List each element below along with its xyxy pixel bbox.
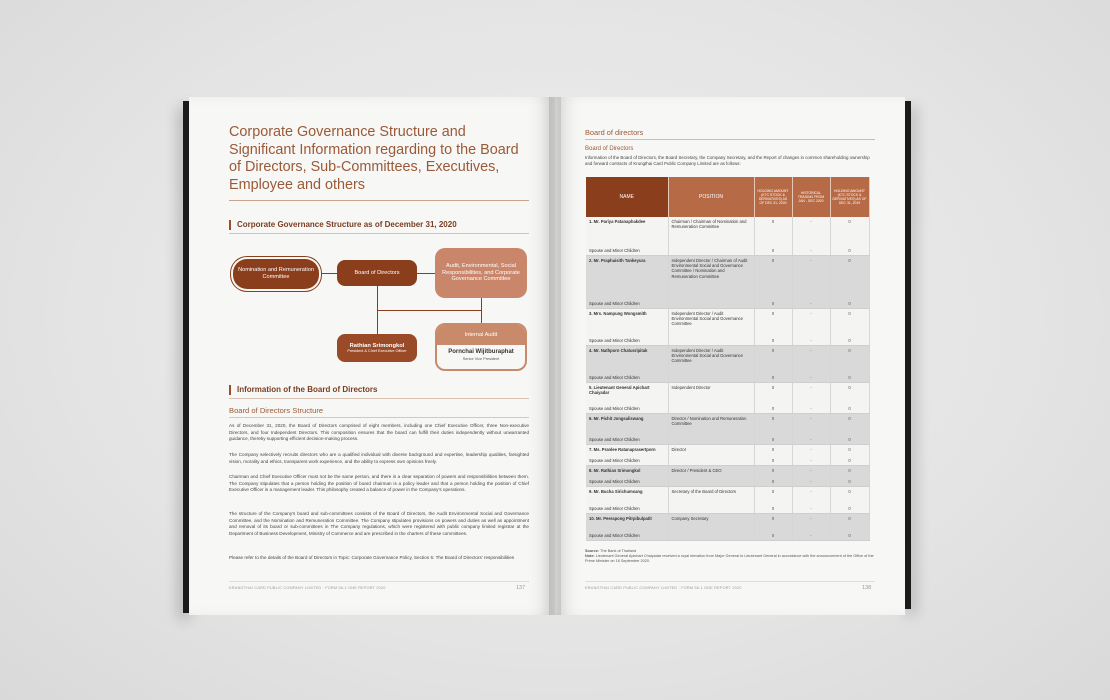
table-row <box>586 487 869 514</box>
cell-name <box>586 309 668 346</box>
cell-value <box>792 466 830 487</box>
value-spouse: 0 <box>848 405 851 411</box>
table-row <box>586 383 869 414</box>
value-spouse: 0 <box>771 505 775 511</box>
footer-text: KRUNGTHAI CARD PUBLIC COMPANY LIMITED · FORM 56-1 ONE REPORT 2020 <box>585 586 742 590</box>
value-director: 0 <box>771 468 775 473</box>
cell-value <box>830 414 869 445</box>
value-spouse: 0 <box>771 337 775 343</box>
page-number: 138 <box>862 585 872 591</box>
cell-value <box>830 217 869 256</box>
source-label: Source: <box>585 549 600 553</box>
spouse-label: Spouse and Minor Children <box>589 405 640 411</box>
value-spouse: 0 <box>771 457 775 463</box>
value-director: 0 <box>771 447 775 452</box>
value-director: 0 <box>848 489 851 494</box>
cell-position: Independent Director <box>668 383 754 414</box>
cell-value <box>792 414 830 445</box>
cell-position: Independent Director / Chairman of Audit Environmental Social and Governance Committee / Nomination and Remuneration Committee <box>668 256 754 309</box>
value-spouse: 0 <box>848 300 851 306</box>
director-name: 3. Mrs. Nampung Wongsmith <box>589 311 647 316</box>
sub-divider <box>229 417 529 418</box>
column-header-holding-2020: HOLDING AMOUNT (KTC STOCK & DERIVATIVES) AS OF DEC 31, 2020 <box>754 177 792 217</box>
director-name: 6. Mr. Pichit Jongsaliswang <box>589 416 644 421</box>
value-spouse: 0 <box>771 374 775 380</box>
cell-value <box>830 309 869 346</box>
org-node-audit-committee: Audit, Environmental, Social Responsibilities, and Corporate Governance Committee <box>435 248 527 298</box>
spouse-label: Spouse and Minor Children <box>589 374 640 380</box>
column-header-holding-2019: HOLDING AMOUNT (KTC STOCK & DERIVATIVES) AS OF DEC 31, 2019 <box>830 177 869 217</box>
value-director: 0 <box>848 416 851 421</box>
open-report-book <box>183 97 911 617</box>
value-director: 0 <box>771 348 775 353</box>
value-director: - <box>810 489 812 494</box>
value-spouse: 0 <box>771 532 775 538</box>
value-director: - <box>810 258 812 263</box>
table-row <box>586 514 869 541</box>
value-spouse: 0 <box>848 532 851 538</box>
cell-position: Director <box>668 445 754 466</box>
value-spouse: 0 <box>771 436 775 442</box>
cell-value <box>792 514 830 541</box>
value-director: - <box>810 516 812 521</box>
internal-audit-name: Pornchai Wijitburaphat <box>448 349 514 355</box>
table-row <box>586 466 869 487</box>
paragraph: As of December 31, 2020, the Board of Directors comprised of eight members, including one Chief Executive Officer, three Non-executive Directors, and four Independent Directors. This composition ensures that the board can fulfill their duties independently without unwarranted guidance, thereby supporting efficient decision-making process. <box>229 423 529 442</box>
spouse-label: Spouse and Minor Children <box>589 478 640 484</box>
value-spouse: - <box>810 247 812 253</box>
cell-value <box>792 346 830 383</box>
value-director: - <box>810 219 812 224</box>
table-row <box>586 256 869 309</box>
value-director: 0 <box>848 348 851 353</box>
section-heading-structure: Corporate Governance Structure as of December 31, 2020 <box>229 220 457 230</box>
cell-position: Director / President & CEO <box>668 466 754 487</box>
sub-heading-board-structure: Board of Directors Structure <box>229 406 324 415</box>
source-text: The Bank of Thailand <box>600 549 637 553</box>
value-spouse: 0 <box>848 457 851 463</box>
cell-value <box>754 256 792 309</box>
right-page <box>555 97 905 615</box>
value-director: 0 <box>848 516 851 521</box>
value-director: 0 <box>771 219 775 224</box>
table-header-row <box>586 177 869 217</box>
value-spouse: 0 <box>848 247 851 253</box>
table-row <box>586 445 869 466</box>
org-node-internal-audit <box>435 323 527 371</box>
director-name: 8. Mr. Rathian Srimongkol <box>589 468 641 473</box>
value-spouse: - <box>810 505 812 511</box>
table-row <box>586 414 869 445</box>
director-name: 2. Mr. Praphaisith Tankeyura <box>589 258 646 263</box>
org-connector <box>377 310 481 311</box>
cell-name <box>586 466 668 487</box>
note-label: Note: <box>585 554 595 559</box>
table-row <box>586 217 869 256</box>
column-header-trading-2020: HISTORICAL TRADING FROM JAN - DEC 2020 <box>792 177 830 217</box>
org-node-board: Board of Directors <box>337 260 417 286</box>
note-text: Lieutenant General Apichart Chaiyadar received a royal elevation from Major General to Lieutenant General in accordance with the announcement of the Office of the Prime Minister on 16 September 2020. <box>585 554 874 564</box>
value-director: - <box>810 311 812 316</box>
spouse-label: Spouse and Minor Children <box>589 247 640 253</box>
value-spouse: - <box>810 405 812 411</box>
value-spouse: 0 <box>771 405 775 411</box>
cell-value <box>830 256 869 309</box>
org-connector <box>417 273 435 274</box>
cell-value <box>754 309 792 346</box>
director-name: 1. Mr. Pariya Patanaphakdee <box>589 219 646 224</box>
cell-value <box>754 445 792 466</box>
cell-value <box>754 217 792 256</box>
spouse-label: Spouse and Minor Children <box>589 300 640 306</box>
cell-value <box>754 383 792 414</box>
table-row <box>586 346 869 383</box>
value-director: - <box>810 416 812 421</box>
cell-name <box>586 487 668 514</box>
value-spouse: - <box>810 337 812 343</box>
org-node-nomination: Nomination and Remuneration Committee <box>233 259 319 289</box>
cell-position: Secretary of the Board of Directors <box>668 487 754 514</box>
cell-position: Chairman / Chairman of Nomination and Remuneration Committee <box>668 217 754 256</box>
value-spouse: 0 <box>848 436 851 442</box>
cell-position: Independent Director / Audit Environmental Social and Governance Committee <box>668 309 754 346</box>
cell-value <box>754 466 792 487</box>
cell-value <box>754 487 792 514</box>
cell-value <box>754 346 792 383</box>
cell-value <box>830 383 869 414</box>
value-spouse: 0 <box>848 337 851 343</box>
internal-audit-label: Internal Audit <box>437 325 525 345</box>
value-director: - <box>810 348 812 353</box>
org-connector <box>319 273 337 274</box>
director-name: 10. Mr. Peerapong Pitrpibulpatit <box>589 516 652 521</box>
value-spouse: 0 <box>771 478 775 484</box>
footer-divider <box>585 581 875 582</box>
page-number: 137 <box>516 585 526 591</box>
paragraph: Chairman and Chief Executive Officer must not be the same person, and there is a clear separation of powers and responsibilities between them. The Company stipulates that a person holding the position of board chairman is a policy leader and that a person holding the position of Chief Executive Officer is a management leader. This philosophy created a balance of power in the Company's operations. <box>229 474 529 493</box>
value-spouse: - <box>810 532 812 538</box>
directors-table <box>586 177 870 541</box>
value-spouse: - <box>810 436 812 442</box>
right-page-title: Board of directors <box>585 128 644 137</box>
value-spouse: 0 <box>771 247 775 253</box>
value-director: 0 <box>848 219 851 224</box>
director-name: 7. Ms. Pranlee Ratanaprasertporn <box>589 447 656 452</box>
cell-name <box>586 256 668 309</box>
cell-value <box>792 309 830 346</box>
value-director: 0 <box>771 385 775 390</box>
right-page-subtitle: Board of Directors <box>585 146 634 152</box>
cell-value <box>792 383 830 414</box>
cell-name <box>586 514 668 541</box>
cell-name <box>586 414 668 445</box>
value-director: 0 <box>848 385 851 390</box>
director-name: 5. Lieutenant General Apichart Chaiyadar <box>589 385 650 396</box>
cell-name <box>586 445 668 466</box>
spouse-label: Spouse and Minor Children <box>589 532 640 538</box>
right-page-description: Information of the Board of Directors, the Board Secretary, the Company Secretary, and the Report of changes in common shareholding ownership and forward contracts of Krungthai Card Public Company Limited are as follows: <box>585 155 870 166</box>
ceo-name: Rathian Srimongkol <box>349 342 405 349</box>
director-name: 9. Mr. Bucha Sirichumsang <box>589 489 643 494</box>
org-connector <box>481 298 482 323</box>
cell-name <box>586 346 668 383</box>
value-director: 0 <box>848 258 851 263</box>
title-divider <box>585 139 875 140</box>
value-director: 0 <box>771 489 775 494</box>
spouse-label: Spouse and Minor Children <box>589 337 640 343</box>
value-spouse: 0 <box>848 374 851 380</box>
footer-divider <box>229 581 529 582</box>
cell-value <box>830 466 869 487</box>
director-name: 4. Mr. Nathporn Chatusripitak <box>589 348 648 353</box>
section-heading-board-info: Information of the Board of Directors <box>229 385 377 395</box>
value-director: 0 <box>771 516 775 521</box>
cell-value <box>792 487 830 514</box>
cell-value <box>792 445 830 466</box>
cell-value <box>754 414 792 445</box>
table-notes <box>585 549 875 565</box>
page-title: Corporate Governance Structure and Significant Information regarding to the Board of Directors, Sub-Committees, Executives, Employee and others <box>229 124 519 193</box>
left-page <box>189 97 555 615</box>
spouse-label: Spouse and Minor Children <box>589 436 640 442</box>
cell-position: Company Secretary <box>668 514 754 541</box>
cell-value <box>754 514 792 541</box>
internal-audit-role: Senior Vice President <box>462 356 500 361</box>
ceo-role: President & Chief Executive Officer <box>347 349 407 354</box>
paragraph: The structure of the Company's board and sub-committees consists of the Board of Directors, the Audit Environmental Social and Governance Committee, and the Nomination and Remuneration Committee. The Company stipulates provisions on powers and duties as well as appointment and removal of its board or sub-committees in The Company regulations, which were registered with public company limited registrar at the Department of Business Development, Ministry of Commerce and are prescribed in the charters of these committees. <box>229 511 529 536</box>
cell-name <box>586 383 668 414</box>
value-director: - <box>810 468 812 473</box>
paragraph: The Company selectively recruits directors who are a qualified individual with diverse background and expertise, leadership qualities, farsighted vision, morality and ethics, transparent work experience, and the ability to express own opinions freely. <box>229 452 529 464</box>
value-director: 0 <box>848 447 851 452</box>
org-node-ceo <box>337 334 417 362</box>
section-divider <box>229 398 529 399</box>
value-spouse: - <box>810 374 812 380</box>
value-spouse: - <box>810 457 812 463</box>
value-spouse: 0 <box>771 300 775 306</box>
cell-value <box>830 346 869 383</box>
book-spine <box>549 97 561 615</box>
column-header-name: NAME <box>586 177 668 217</box>
cell-position: Independent Director / Audit Environmental Social and Governance Committee <box>668 346 754 383</box>
paragraph: Please refer to the details of the Board of Directors in Topic: Corporate Governance Policy, Section 5: The Board of Directors' responsibilities <box>229 555 515 560</box>
cell-name <box>586 217 668 256</box>
footer-text: KRUNGTHAI CARD PUBLIC COMPANY LIMITED · FORM 56-1 ONE REPORT 2020 <box>229 586 386 590</box>
value-director: 0 <box>848 311 851 316</box>
value-director: 0 <box>771 416 775 421</box>
value-spouse: - <box>810 478 812 484</box>
section-divider <box>229 233 529 234</box>
value-spouse: 0 <box>848 505 851 511</box>
column-header-position: POSITION <box>668 177 754 217</box>
value-director: 0 <box>848 468 851 473</box>
cell-value <box>830 445 869 466</box>
value-spouse: 0 <box>848 478 851 484</box>
title-divider <box>229 200 529 201</box>
value-director: 0 <box>771 258 775 263</box>
spouse-label: Spouse and Minor Children <box>589 505 640 511</box>
spouse-label: Spouse and Minor Children <box>589 457 640 463</box>
value-spouse: - <box>810 300 812 306</box>
table-row <box>586 309 869 346</box>
value-director: - <box>810 385 812 390</box>
value-director: 0 <box>771 311 775 316</box>
cell-value <box>792 256 830 309</box>
cell-position: Director / Nomination and Remuneration Committee <box>668 414 754 445</box>
value-director: - <box>810 447 812 452</box>
cell-value <box>830 514 869 541</box>
cell-value <box>792 217 830 256</box>
cell-value <box>830 487 869 514</box>
